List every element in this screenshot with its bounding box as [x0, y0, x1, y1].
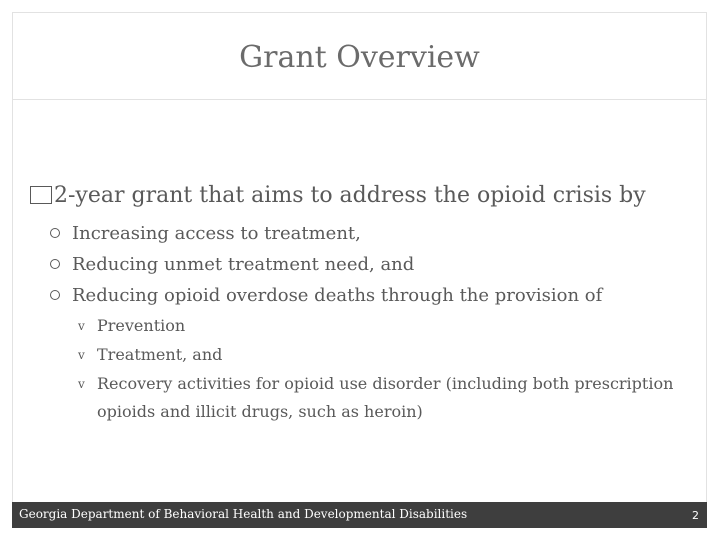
circle-bullet-icon	[50, 259, 60, 269]
page-number: 2	[692, 509, 699, 522]
sub-point-text: Reducing opioid overdose deaths through the provision of	[72, 285, 603, 306]
sub-sub-point	[78, 341, 698, 369]
slide-title: Grant Overview	[239, 40, 480, 75]
sub-sub-point-text: Recovery activities for opioid use disorder (including both prescription opioids and illicit drugs, such as heroin)	[97, 374, 674, 421]
diamond-bullet-icon: v	[78, 348, 85, 362]
main-point-text: 2-year grant that aims to address the opioid crisis by	[54, 183, 646, 208]
sub-sub-point	[78, 370, 698, 426]
circle-bullet-icon	[50, 228, 60, 238]
sub-sub-point	[78, 312, 698, 340]
sub-point-text: Reducing unmet treatment need, and	[72, 254, 415, 275]
title-divider	[12, 99, 707, 100]
footer-organization: Georgia Department of Behavioral Health and Developmental Disabilities	[19, 507, 468, 521]
sub-sub-point-text: Treatment, and	[97, 345, 223, 364]
diamond-bullet-icon: v	[78, 319, 85, 333]
sub-point	[50, 223, 690, 244]
diamond-bullet-icon: v	[78, 377, 85, 391]
square-bullet-icon	[30, 186, 52, 204]
main-point	[30, 183, 710, 208]
sub-sub-point-text: Prevention	[97, 316, 186, 335]
sub-point	[50, 285, 690, 306]
circle-bullet-icon	[50, 290, 60, 300]
sub-point	[50, 254, 690, 275]
footer-bar	[12, 502, 707, 528]
sub-point-text: Increasing access to treatment,	[72, 223, 361, 244]
